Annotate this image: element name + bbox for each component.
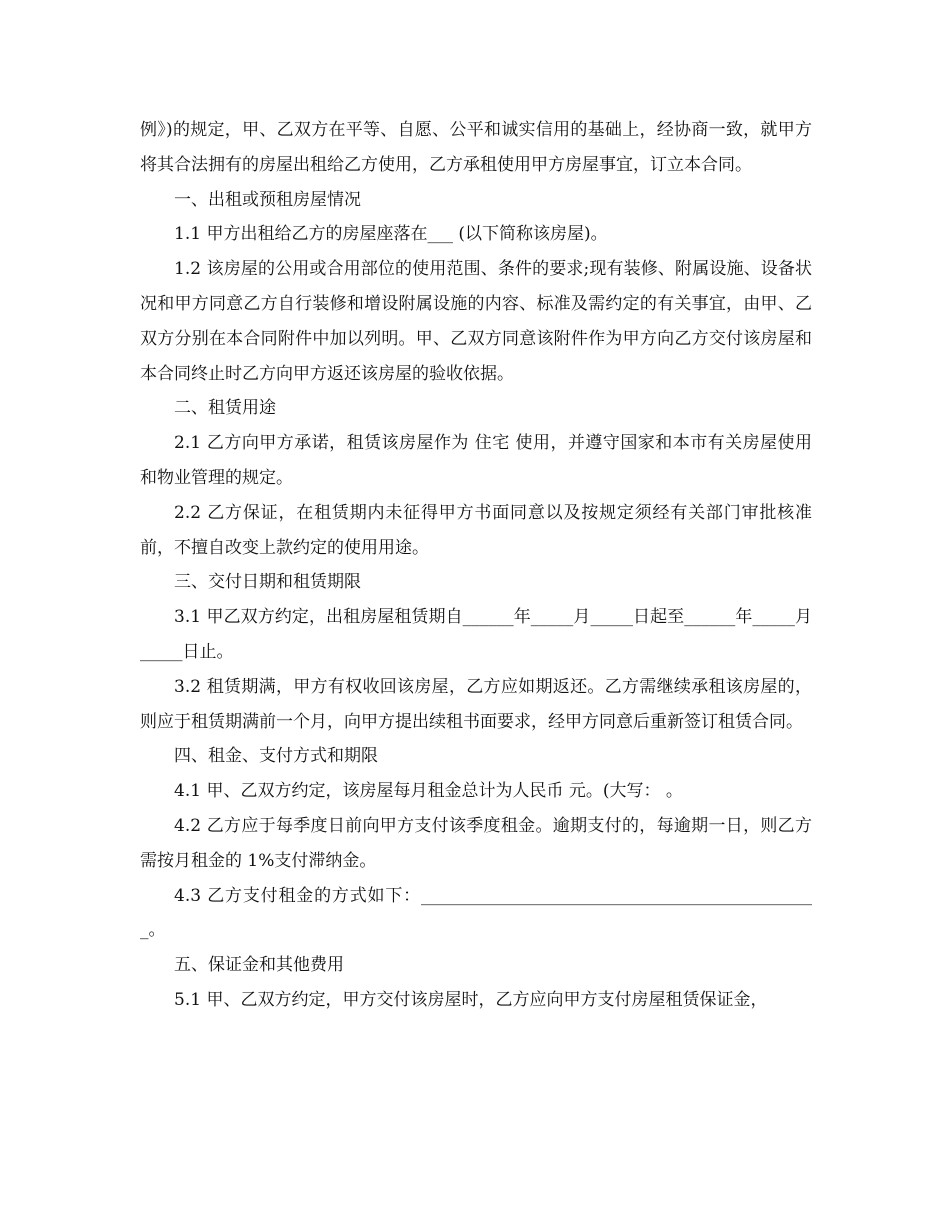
clause-4-2: 4.2 乙方应于每季度日前向甲方支付该季度租金。逾期支付的，每逾期一日，则乙方需按月租金的 1%支付滞纳金。 [140,815,812,871]
section-heading-3: 三、交付日期和租赁期限 [174,572,361,593]
clause-3-1: 3.1 甲乙双方约定，出租房屋租赁期自______年_____月_____日起至______年_____月_____日止。 [140,607,812,662]
section-heading-4: 四、租金、支付方式和期限 [174,746,378,767]
section-heading-1: 一、出租或预租房屋情况 [174,189,361,210]
clause-1-1: 1.1 甲方出租给乙方的房屋座落在___ (以下简称该房屋)。 [174,224,608,245]
clause-5-1: 5.1 甲、乙双方约定，甲方交付该房屋时，乙方应向甲方支付房屋租赁保证金， [174,989,768,1010]
paragraph-intro-continuation: 例》)的规定，甲、乙双方在平等、自愿、公平和诚实信用的基础上，经协商一致，就甲方将其合法拥有的房屋出租给乙方使用，乙方承租使用甲方房屋事宜，订立本合同。 [140,120,812,175]
clause-1-2: 1.2 该房屋的公用或合用部位的使用范围、条件的要求;现有装修、附属设施、设备状况和甲方同意乙方自行装修和增设附属设施的内容、标准及需约定的有关事宜，由甲、乙双方分别在本合同附件中加以列明。甲、乙双方同意该附件作为甲方向乙方交付该房屋和本合同终止时乙方向甲方返还该房屋的验收依据。 [140,259,812,384]
contract-body [140,113,812,1018]
clause-2-1: 2.1 乙方向甲方承诺，租赁该房屋作为 住宅 使用，并遵守国家和本市有关房屋使用和物业管理的规定。 [140,433,812,488]
clause-4-3: 4.3 乙方支付租金的方式如下：_______________________________________________。 [140,885,812,941]
clause-4-1: 4.1 甲、乙双方约定，该房屋每月租金总计为人民币 元。(大写： 。 [174,781,683,802]
clause-2-2: 2.2 乙方保证，在租赁期内未征得甲方书面同意以及按规定须经有关部门审批核准前，不擅自改变上款约定的使用用途。 [140,502,812,558]
clause-3-2: 3.2 租赁期满，甲方有权收回该房屋，乙方应如期返还。乙方需继续承租该房屋的，则应于租赁期满前一个月，向甲方提出续租书面要求，经甲方同意后重新签订租赁合同。 [140,676,812,732]
section-heading-2: 二、租赁用途 [174,398,276,419]
section-heading-5: 五、保证金和其他费用 [174,955,344,976]
